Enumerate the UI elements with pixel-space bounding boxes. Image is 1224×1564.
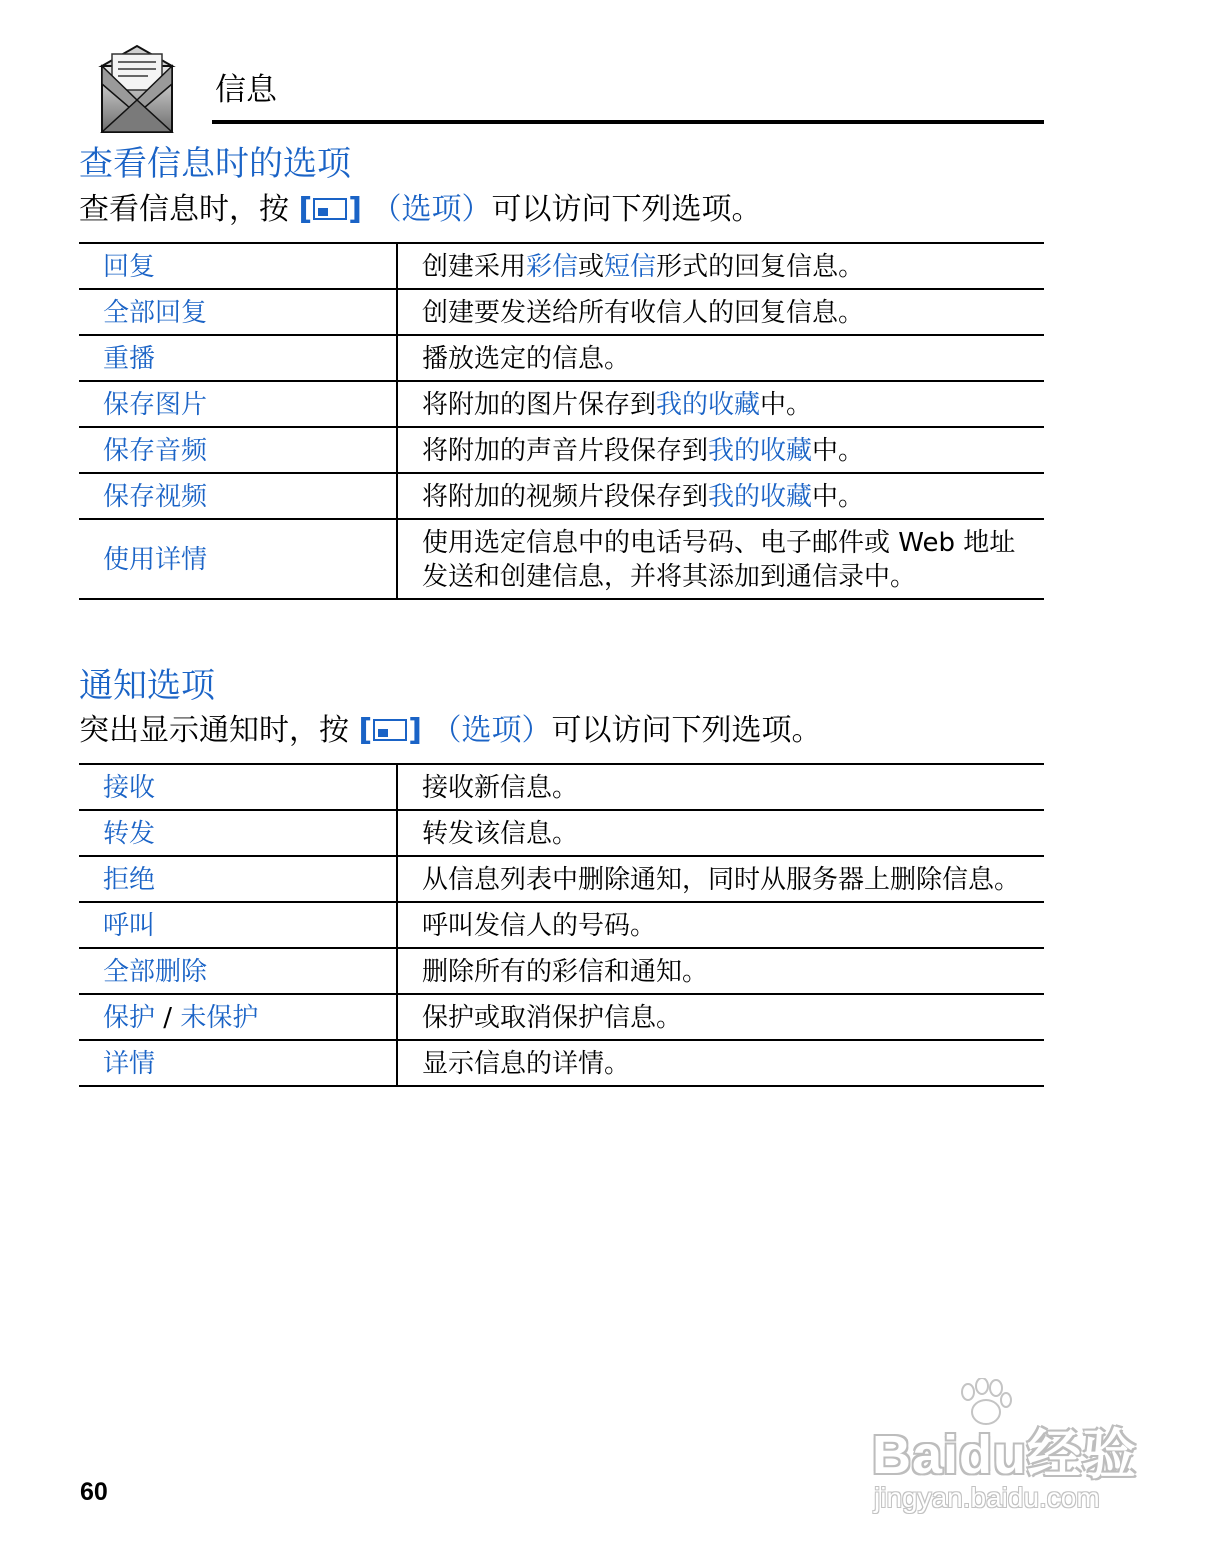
- menu-reference: 我的收藏: [656, 390, 761, 420]
- option-name-text: 使用详情: [103, 545, 208, 575]
- menu-reference: 我的收藏: [708, 436, 813, 466]
- description-text: 保护或取消保护信息。: [422, 1003, 683, 1033]
- table-row: [79, 810, 1044, 856]
- description-text: 形式的回复信息。: [656, 252, 865, 282]
- option-description: [397, 427, 1044, 473]
- section-title-notification-options: 通知选项: [79, 666, 215, 706]
- option-name-text: 保存音频: [103, 436, 208, 466]
- section-intro-notification-options: [79, 711, 822, 751]
- option-name-text: 拒绝: [103, 865, 156, 895]
- option-name: [79, 243, 397, 289]
- option-name-separator: /: [155, 1003, 181, 1033]
- bracket-close: ]: [408, 713, 422, 748]
- description-text: 或: [578, 252, 605, 282]
- message-envelope-icon: [98, 44, 176, 138]
- bracket-close: ]: [348, 192, 362, 227]
- description-text: 显示信息的详情。: [422, 1049, 631, 1079]
- table-row: [79, 994, 1044, 1040]
- options-label: （选项）: [371, 192, 492, 227]
- option-name-alt-text: 未保护: [180, 1003, 259, 1033]
- option-name-text: 重播: [103, 344, 156, 374]
- description-text: 转发该信息。: [422, 819, 579, 849]
- table-row: [79, 473, 1044, 519]
- description-text: 使用选定信息中的电话号码、电子邮件或 Web 地址发送和创建信息，并将其添加到通信录中。: [422, 528, 1016, 592]
- option-description: [397, 519, 1044, 599]
- table-row: [79, 856, 1044, 902]
- description-text: 创建要发送给所有收信人的回复信息。: [422, 298, 865, 328]
- section-intro-view-options: [79, 190, 762, 230]
- option-name: [79, 335, 397, 381]
- softkey-icon: [373, 719, 407, 741]
- option-description: [397, 1040, 1044, 1086]
- option-name: [79, 289, 397, 335]
- description-text: 将附加的声音片段保存到: [422, 436, 709, 466]
- option-description: [397, 381, 1044, 427]
- table-row: [79, 764, 1044, 810]
- option-name-text: 保存视频: [103, 482, 208, 512]
- watermark-url: jingyan.baidu.com: [874, 1482, 1100, 1513]
- option-name: [79, 810, 397, 856]
- description-text: 呼叫发信人的号码。: [422, 911, 657, 941]
- description-text: 播放选定的信息。: [422, 344, 631, 374]
- option-name-text: 保护: [103, 1003, 156, 1033]
- page-number: 60: [80, 1478, 108, 1506]
- menu-reference: 短信: [604, 252, 657, 282]
- watermark-logo-text: Baidu经验: [872, 1425, 1138, 1485]
- notification-options-table: [79, 763, 1044, 1087]
- description-text: 将附加的图片保存到: [422, 390, 657, 420]
- option-name-text: 详情: [103, 1049, 156, 1079]
- description-text: 创建采用: [422, 252, 527, 282]
- option-name: [79, 473, 397, 519]
- option-name-text: 呼叫: [103, 911, 156, 941]
- option-description: [397, 948, 1044, 994]
- bracket-open: [: [298, 192, 313, 227]
- option-description: [397, 764, 1044, 810]
- table-row: [79, 335, 1044, 381]
- view-options-table: [79, 242, 1044, 600]
- option-name-text: 全部删除: [103, 957, 208, 987]
- option-name-text: 接收: [103, 773, 156, 803]
- option-name: [79, 948, 397, 994]
- table-row: [79, 1040, 1044, 1086]
- table-row: [79, 243, 1044, 289]
- intro-text: 查看信息时，按: [79, 192, 299, 227]
- option-description: [397, 902, 1044, 948]
- option-description: [397, 473, 1044, 519]
- option-name: [79, 1040, 397, 1086]
- option-name: [79, 381, 397, 427]
- menu-reference: 我的收藏: [708, 482, 813, 512]
- option-description: [397, 335, 1044, 381]
- description-text: 中。: [812, 436, 865, 466]
- option-name: [79, 856, 397, 902]
- option-description: [397, 810, 1044, 856]
- menu-reference: 彩信: [526, 252, 579, 282]
- intro-text: 突出显示通知时，按: [79, 713, 359, 748]
- option-name: [79, 994, 397, 1040]
- option-description: [397, 243, 1044, 289]
- option-name-text: 保存图片: [103, 390, 208, 420]
- header-divider: [212, 120, 1044, 124]
- option-name: [79, 519, 397, 599]
- option-description: [397, 289, 1044, 335]
- table-row: [79, 289, 1044, 335]
- option-name: [79, 764, 397, 810]
- table-row: [79, 902, 1044, 948]
- option-name-text: 回复: [103, 252, 156, 282]
- description-text: 中。: [812, 482, 865, 512]
- description-text: 接收新信息。: [422, 773, 579, 803]
- description-text: 中。: [760, 390, 813, 420]
- table-row: [79, 519, 1044, 599]
- option-name: [79, 427, 397, 473]
- bracket-open: [: [358, 713, 373, 748]
- intro-text-tail: 可以访问下列选项。: [491, 192, 762, 227]
- description-text: 从信息列表中删除通知，同时从服务器上删除信息。: [422, 865, 1021, 895]
- description-text: 将附加的视频片段保存到: [422, 482, 709, 512]
- option-name-text: 转发: [103, 819, 156, 849]
- option-name-text: 全部回复: [103, 298, 208, 328]
- chapter-title: 信息: [215, 72, 277, 108]
- baidu-jingyan-watermark: [862, 1378, 1162, 1528]
- option-description: [397, 994, 1044, 1040]
- options-label: （选项）: [431, 713, 552, 748]
- description-text: 删除所有的彩信和通知。: [422, 957, 709, 987]
- table-row: [79, 948, 1044, 994]
- table-row: [79, 381, 1044, 427]
- option-description: [397, 856, 1044, 902]
- softkey-icon: [313, 198, 347, 220]
- option-name: [79, 902, 397, 948]
- intro-text-tail: 可以访问下列选项。: [551, 713, 822, 748]
- table-row: [79, 427, 1044, 473]
- section-title-view-options: 查看信息时的选项: [79, 144, 351, 184]
